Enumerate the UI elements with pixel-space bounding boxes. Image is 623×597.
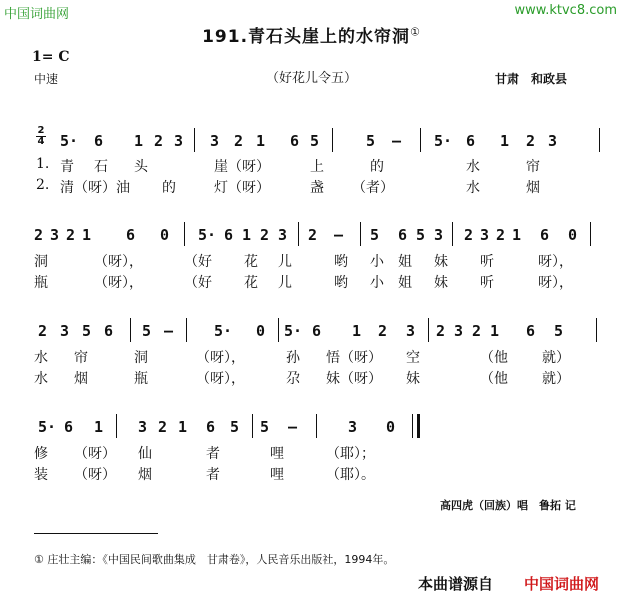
note: 1 bbox=[134, 132, 144, 150]
source-label: 本曲谱源自 bbox=[418, 575, 494, 593]
note: 6 bbox=[398, 226, 408, 244]
note: 5· bbox=[284, 322, 303, 340]
watermark-right: www.ktvc8.com bbox=[514, 3, 617, 18]
lyric-syllable: 青 bbox=[60, 159, 74, 175]
lyric-syllable: 崖（呀） bbox=[214, 159, 270, 175]
note: 6 bbox=[540, 226, 550, 244]
note: 6 bbox=[224, 226, 234, 244]
lyric-syllable: 帘 bbox=[74, 350, 88, 366]
note: 0 bbox=[568, 226, 578, 244]
bar-line bbox=[452, 222, 453, 246]
note: 5 bbox=[260, 418, 270, 436]
note: 1 bbox=[242, 226, 252, 244]
note: 5 bbox=[82, 322, 92, 340]
lyric-syllable: 呀）， bbox=[538, 275, 573, 291]
lyrics-verse-2-row-1 bbox=[34, 177, 601, 195]
note: 2 bbox=[472, 322, 482, 340]
note: 6 bbox=[312, 322, 322, 340]
note: 1 bbox=[94, 418, 104, 436]
score-row-2 bbox=[34, 222, 601, 248]
note: – bbox=[164, 322, 174, 340]
bar-line bbox=[590, 222, 591, 246]
footnote-divider bbox=[34, 533, 158, 534]
note: 5· bbox=[60, 132, 79, 150]
lyric-syllable: 仙 bbox=[138, 446, 152, 462]
note: 5· bbox=[38, 418, 57, 436]
note: 3 bbox=[434, 226, 444, 244]
note: 5 bbox=[230, 418, 240, 436]
lyric-syllable: 儿 bbox=[278, 254, 292, 270]
lyric-syllable: 水 bbox=[466, 180, 480, 196]
lyric-syllable: 洞 bbox=[134, 350, 148, 366]
note: 3 bbox=[60, 322, 70, 340]
bar-line bbox=[599, 128, 600, 152]
lyric-syllable: （好 bbox=[184, 254, 212, 270]
lyric-syllable: 小 bbox=[370, 254, 384, 270]
lyric-syllable: 妹 bbox=[434, 254, 448, 270]
notes-row-2 bbox=[34, 222, 601, 248]
lyric-syllable: 烟 bbox=[74, 371, 88, 387]
bar-line bbox=[184, 222, 185, 246]
final-barline bbox=[417, 414, 420, 438]
note: 2 bbox=[526, 132, 536, 150]
bar-line bbox=[596, 318, 597, 342]
lyric-syllable: （好 bbox=[184, 275, 212, 291]
lyric-syllable: 花 bbox=[244, 254, 258, 270]
lyric-syllable: 帘 bbox=[526, 159, 540, 175]
note: 6 bbox=[290, 132, 300, 150]
lyric-syllable: （耶）。 bbox=[326, 467, 375, 483]
lyric-syllable: 听 bbox=[480, 275, 494, 291]
lyric-syllable: （呀）， bbox=[94, 275, 143, 291]
lyric-syllable: 尕 bbox=[286, 371, 300, 387]
lyric-syllable: 瓶 bbox=[134, 371, 148, 387]
bar-line bbox=[278, 318, 279, 342]
note: 2 bbox=[464, 226, 474, 244]
notes-row-1 bbox=[34, 125, 601, 154]
note: 6 bbox=[64, 418, 74, 436]
lyric-syllable: 盏 bbox=[310, 180, 324, 196]
note: 3 bbox=[278, 226, 288, 244]
notes-row-4 bbox=[34, 414, 601, 440]
bar-line bbox=[420, 128, 421, 152]
song-title: 191.青石头崖上的水帘洞① bbox=[202, 25, 421, 47]
lyrics-verse-2-row-4 bbox=[34, 464, 601, 482]
bar-line bbox=[252, 414, 253, 438]
note: 6 bbox=[94, 132, 104, 150]
note: 5· bbox=[214, 322, 233, 340]
lyric-syllable: 妹 bbox=[406, 371, 420, 387]
performer-credit: 高四虎（回族）唱 鲁拓 记 bbox=[440, 499, 576, 512]
lyric-syllable: 妹 bbox=[434, 275, 448, 291]
lyric-syllable: 者 bbox=[206, 467, 220, 483]
footnote: ① 庄壮主编：《中国民间歌曲集成 甘肃卷》，人民音乐出版社，1994年。 bbox=[34, 553, 395, 566]
lyric-syllable: 上 bbox=[310, 159, 324, 175]
note: 1 bbox=[82, 226, 92, 244]
note: 2 bbox=[154, 132, 164, 150]
time-signature: 2 4 bbox=[37, 125, 45, 147]
lyric-syllable: 花 bbox=[244, 275, 258, 291]
note: 3 bbox=[50, 226, 60, 244]
watermark-left: 中国词曲网 bbox=[4, 7, 70, 22]
lyric-syllable: 烟 bbox=[526, 180, 540, 196]
lyrics-verse-2-row-3 bbox=[34, 368, 601, 386]
note: 3 bbox=[138, 418, 148, 436]
note: 6 bbox=[466, 132, 476, 150]
lyric-syllable: 悟（呀） bbox=[326, 350, 382, 366]
lyric-syllable: 空 bbox=[406, 350, 420, 366]
bar-line bbox=[194, 128, 195, 152]
note: – bbox=[392, 132, 402, 150]
bar-line bbox=[116, 414, 117, 438]
lyric-syllable: （耶）； bbox=[326, 446, 375, 462]
lyric-syllable: （呀）， bbox=[196, 371, 245, 387]
note: – bbox=[334, 226, 344, 244]
note: 5 bbox=[366, 132, 376, 150]
lyric-syllable: 姐 bbox=[398, 254, 412, 270]
note: 3 bbox=[454, 322, 464, 340]
note: 3 bbox=[174, 132, 184, 150]
lyric-syllable: 瓶 bbox=[34, 275, 48, 291]
lyrics-verse-2-row-2 bbox=[34, 272, 601, 290]
lyric-syllable: 者 bbox=[206, 446, 220, 462]
note: 2 bbox=[234, 132, 244, 150]
note: 0 bbox=[160, 226, 170, 244]
note: 2 bbox=[158, 418, 168, 436]
score-row-4 bbox=[34, 414, 601, 440]
note: 5 bbox=[310, 132, 320, 150]
lyric-syllable: 清（呀）油 bbox=[60, 180, 130, 196]
note: 5 bbox=[554, 322, 564, 340]
bar-line bbox=[316, 414, 317, 438]
note: 6 bbox=[104, 322, 114, 340]
note: 5 bbox=[416, 226, 426, 244]
note: 5· bbox=[198, 226, 217, 244]
lyrics-verse-1-row-3 bbox=[34, 347, 601, 365]
bar-line bbox=[360, 222, 361, 246]
lyric-syllable: （呀） bbox=[74, 467, 116, 483]
bar-line bbox=[298, 222, 299, 246]
note: 3 bbox=[348, 418, 358, 436]
bar-line bbox=[412, 414, 413, 438]
lyric-syllable: 装 bbox=[34, 467, 48, 483]
note: 2 bbox=[260, 226, 270, 244]
note: 3 bbox=[548, 132, 558, 150]
note: 0 bbox=[256, 322, 266, 340]
bar-line bbox=[428, 318, 429, 342]
lyric-syllable: 孙 bbox=[286, 350, 300, 366]
note: 2 bbox=[66, 226, 76, 244]
note: 5 bbox=[370, 226, 380, 244]
tempo-marking: 中速 bbox=[34, 72, 59, 86]
note: 3 bbox=[406, 322, 416, 340]
lyric-syllable: 哟 bbox=[334, 275, 348, 291]
note: 6 bbox=[526, 322, 536, 340]
lyric-syllable: 就） bbox=[542, 371, 570, 387]
lyric-syllable: 儿 bbox=[278, 275, 292, 291]
source-site-link[interactable]: 中国词曲网 bbox=[524, 575, 600, 593]
lyric-syllable: 听 bbox=[480, 254, 494, 270]
note: 1 bbox=[178, 418, 188, 436]
bar-line bbox=[186, 318, 187, 342]
lyric-syllable: 水 bbox=[34, 350, 48, 366]
lyric-syllable: 2. bbox=[36, 177, 50, 193]
lyric-syllable: （呀） bbox=[74, 446, 116, 462]
note: 1 bbox=[352, 322, 362, 340]
lyric-syllable: 哩 bbox=[270, 467, 284, 483]
notes-row-3 bbox=[34, 318, 601, 344]
bar-line bbox=[332, 128, 333, 152]
lyric-syllable: （他 bbox=[480, 350, 508, 366]
note: 5 bbox=[142, 322, 152, 340]
lyrics-verse-1-row-1 bbox=[34, 156, 601, 174]
lyric-syllable: 灯（呀） bbox=[214, 180, 270, 196]
lyric-syllable: 小 bbox=[370, 275, 384, 291]
score-row-1 bbox=[34, 125, 601, 154]
lyric-syllable: 的 bbox=[162, 180, 176, 196]
note: 3 bbox=[210, 132, 220, 150]
note: 1 bbox=[256, 132, 266, 150]
note: 2 bbox=[34, 226, 44, 244]
note: 2 bbox=[378, 322, 388, 340]
note: 6 bbox=[206, 418, 216, 436]
lyric-syllable: （呀）， bbox=[94, 254, 143, 270]
note: 2 bbox=[436, 322, 446, 340]
note: 2 bbox=[38, 322, 48, 340]
note: 5· bbox=[434, 132, 453, 150]
note: 2 bbox=[496, 226, 506, 244]
note: – bbox=[288, 418, 298, 436]
lyric-syllable: 烟 bbox=[138, 467, 152, 483]
lyric-syllable: 呀）， bbox=[538, 254, 573, 270]
lyric-syllable: 头 bbox=[134, 159, 148, 175]
lyrics-verse-1-row-2 bbox=[34, 251, 601, 269]
lyrics-verse-1-row-4 bbox=[34, 443, 601, 461]
bar-line bbox=[130, 318, 131, 342]
note: 1 bbox=[490, 322, 500, 340]
lyric-syllable: 水 bbox=[34, 371, 48, 387]
tune-subtitle: （好花儿令五） bbox=[265, 71, 357, 86]
note: 3 bbox=[480, 226, 490, 244]
note: 1 bbox=[500, 132, 510, 150]
score-row-3 bbox=[34, 318, 601, 344]
lyric-syllable: 修 bbox=[34, 446, 48, 462]
song-origin: 甘肃 和政县 bbox=[495, 72, 568, 86]
key-signature: 1= C bbox=[32, 49, 70, 65]
lyric-syllable: 姐 bbox=[398, 275, 412, 291]
lyric-syllable: 就） bbox=[542, 350, 570, 366]
note: 6 bbox=[126, 226, 136, 244]
lyric-syllable: 哟 bbox=[334, 254, 348, 270]
lyric-syllable: 水 bbox=[466, 159, 480, 175]
lyric-syllable: （他 bbox=[480, 371, 508, 387]
lyric-syllable: 1. bbox=[36, 156, 50, 172]
lyric-syllable: （呀）， bbox=[196, 350, 245, 366]
lyric-syllable: （者） bbox=[352, 180, 394, 196]
lyric-syllable: 洞 bbox=[34, 254, 48, 270]
note: 2 bbox=[308, 226, 318, 244]
note: 0 bbox=[386, 418, 396, 436]
note: 1 bbox=[512, 226, 522, 244]
lyric-syllable: 石 bbox=[94, 159, 108, 175]
lyric-syllable: 哩 bbox=[270, 446, 284, 462]
lyric-syllable: 的 bbox=[370, 159, 384, 175]
lyric-syllable: 妹（呀） bbox=[326, 371, 382, 387]
